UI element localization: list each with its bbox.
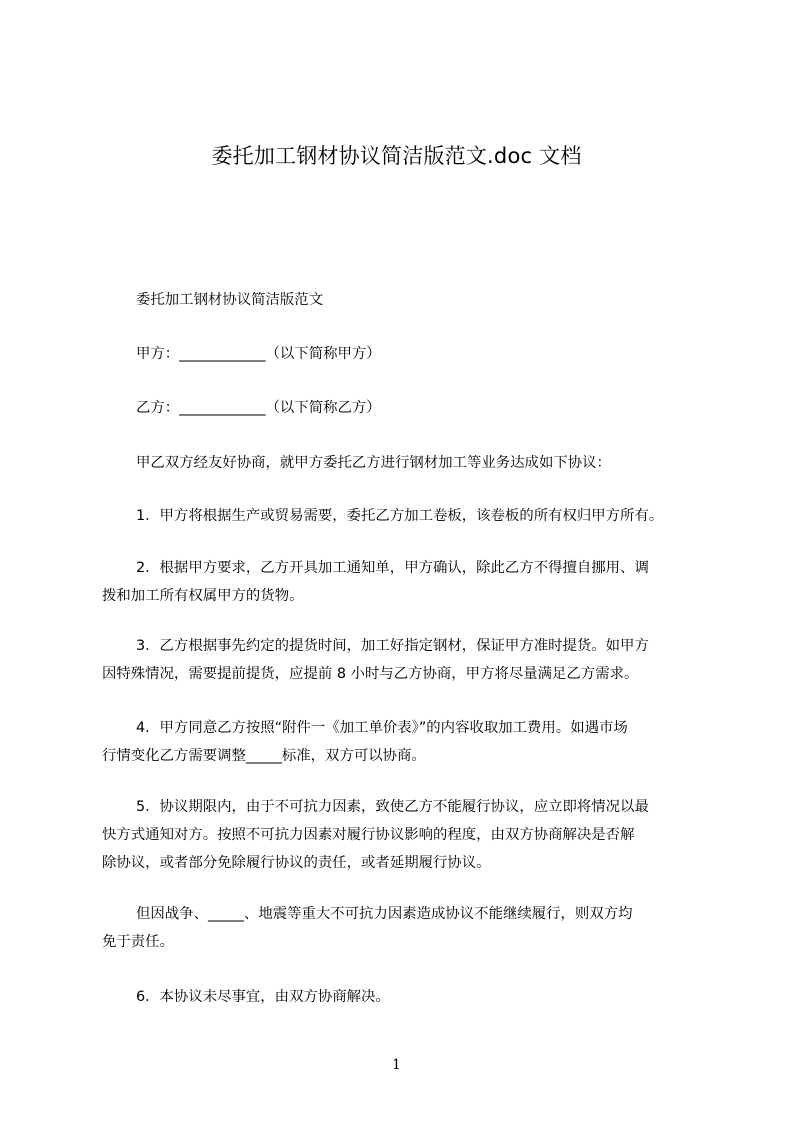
clause-3 — [102, 632, 720, 688]
intro-paragraph — [102, 449, 754, 477]
clause-4-line-1: 4．甲方同意乙方按照“附件一《加工单价表》”的内容收取加工费用。如遇市场 — [136, 720, 628, 736]
party-a-line — [102, 340, 754, 368]
force-majeure-line-2: 免于责任。 — [102, 934, 174, 950]
clause-4-line-2: 行情变化乙方需要调整_____标准，双方可以协商。 — [102, 748, 426, 764]
clause-1-text: 1．甲方将根据生产或贸易需要，委托乙方加工卷板，该卷板的所有权归甲方所有。 — [136, 508, 664, 524]
party-a-text: 甲方：____________（以下简称甲方） — [136, 346, 381, 362]
clause-6 — [102, 983, 754, 1011]
clause-5 — [102, 793, 720, 877]
clause-5-line-3: 除协议，或者部分免除履行协议的责任，或者延期履行协议。 — [102, 855, 491, 871]
page-number: 1 — [392, 1057, 401, 1073]
clause-4 — [102, 714, 720, 770]
document-title: 委托加工钢材协议简洁版范文.doc 文档 — [211, 144, 582, 168]
agreement-subtitle — [102, 286, 754, 314]
intro-text: 甲乙双方经友好协商，就甲方委托乙方进行钢材加工等业务达成如下协议： — [136, 455, 611, 471]
clause-5-line-1: 5．协议期限内，由于不可抗力因素，致使乙方不能履行协议，应立即将情况以最 — [136, 799, 649, 815]
force-majeure-line-1: 但因战争、_____、地震等重大不可抗力因素造成协议不能继续履行，则双方均 — [136, 906, 633, 922]
clause-6-text: 6．本协议未尽事宜，由双方协商解决。 — [136, 989, 390, 1005]
clause-3-line-2: 因特殊情况，需要提前提货，应提前 8 小时与乙方协商，甲方将尽量满足乙方需求。 — [102, 666, 639, 682]
clause-3-line-1: 3．乙方根据事先约定的提货时间，加工好指定钢材，保证甲方准时提货。如甲方 — [136, 638, 649, 654]
clause-5-line-2: 快方式通知对方。按照不可抗力因素对履行协议影响的程度，由双方协商解决是否解 — [102, 827, 635, 843]
clause-2-line-1: 2．根据甲方要求，乙方开具加工通知单，甲方确认，除此乙方不得擅自挪用、调 — [136, 560, 649, 576]
clause-1 — [102, 502, 754, 530]
subtitle-text: 委托加工钢材协议简洁版范文 — [136, 292, 324, 308]
clause-5-force-majeure — [102, 900, 720, 956]
party-b-text: 乙方：____________（以下简称乙方） — [136, 400, 381, 416]
clause-2 — [102, 554, 720, 610]
clause-2-line-2: 拨和加工所有权属甲方的货物。 — [102, 588, 304, 604]
party-b-line — [102, 394, 754, 422]
